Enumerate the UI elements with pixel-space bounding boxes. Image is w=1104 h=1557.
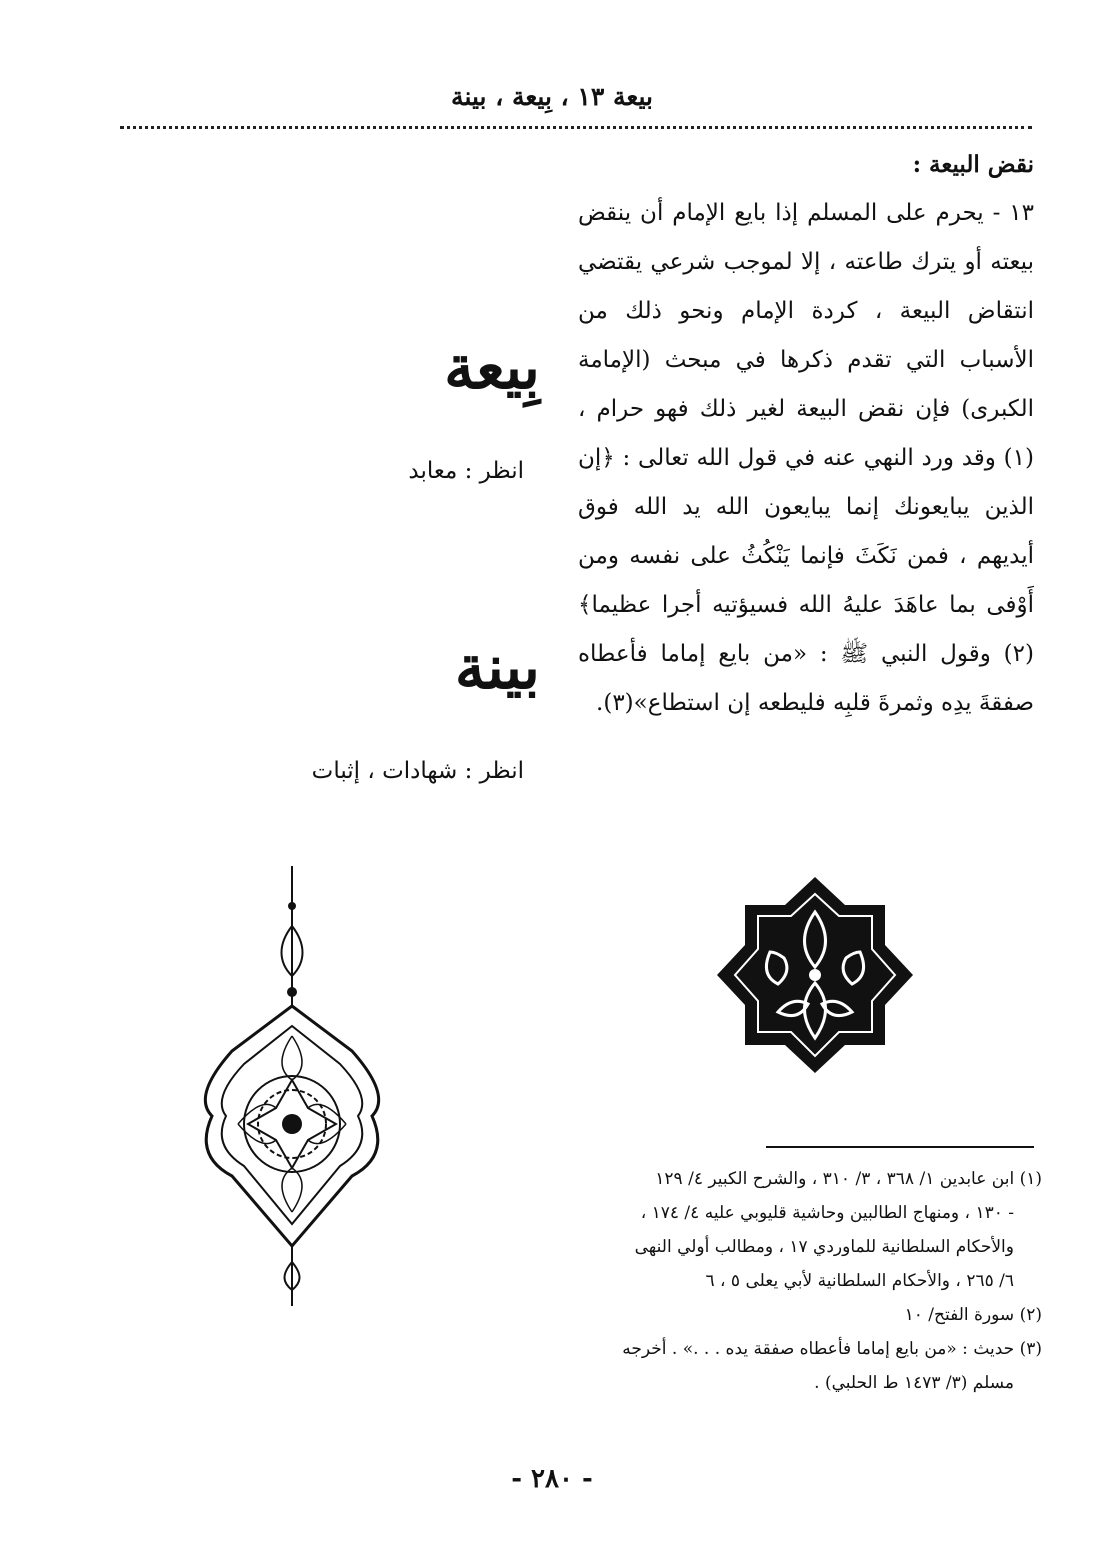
footnote-3-line-2: مسلم (٣/ ١٤٧٣ ط الحلبي) .	[814, 1373, 1014, 1393]
footnotes	[580, 1162, 1042, 1400]
running-header: بيعة ١٣ ، بِيعة ، بينة	[451, 82, 653, 111]
article-column	[578, 140, 1034, 728]
footnote-1-line-1: (١) ابن عابدين ١/ ٣٦٨ ، ٣/ ٣١٠ ، والشرح الكبير ٤/ ١٢٩	[655, 1169, 1042, 1189]
footnote-3-line-1: (٣) حديث : «من بايع إماما فأعطاه صفقة يده . . .» . أخرجه	[622, 1339, 1042, 1359]
entry-cross-reference-bayyina: انظر : شهادات ، إثبات	[311, 758, 524, 784]
entry-cross-reference-bia: انظر : معابد	[408, 458, 524, 484]
section-subheading: نقض البيعة :	[912, 151, 1034, 178]
footnote-1-line-3: والأحكام السلطانية للماوردي ١٧ ، ومطالب أولي النهى	[634, 1237, 1014, 1257]
page-number: - ٢٨٠ -	[511, 1464, 593, 1494]
footnote-1-line-2: - ١٣٠ ، ومنهاج الطالبين وحاشية قليوبي عليه ٤/ ١٧٤ ،	[640, 1203, 1014, 1223]
diamond-ornament-icon	[182, 866, 402, 1306]
header-dotted-rule	[120, 126, 1032, 129]
entry-title-bia: بِيعة	[444, 333, 540, 403]
footnote-2: (٢) سورة الفتح/ ١٠	[904, 1305, 1042, 1325]
star-ornament-icon	[712, 872, 918, 1078]
footnote-1-line-4: ٦/ ٢٦٥ ، والأحكام السلطانية لأبي يعلى ٥ ، ٦	[705, 1271, 1014, 1291]
footnote-separator	[766, 1146, 1034, 1148]
entry-title-bayyina: بينة	[454, 633, 540, 703]
article-paragraph: ١٣ - يحرم على المسلم إذا بايع الإمام أن ينقض بيعته أو يترك طاعته ، إلا لموجب شرعي يقتضي انتقاض البيعة ، كردة الإمام ونحو ذلك من الأسباب التي تقدم ذكرها في مبحث (الإمامة الكبرى) فإن نقض البيعة لغير ذلك فهو حرام ، (١) وقد ورد النهي عنه في قول الله تعالى : ﴿إن الذين يبايعونك إنما يبايعون الله يد الله فوق أيديهم ، فمن نَكَثَ فإنما يَنْكُثُ على نفسه ومن أَوْفى بما عاهَدَ عليهُ الله فسيؤتيه أجرا عظيما﴾(٢) وقول النبي ﷺ : «من بايع إماما فأعطاه صفقةَ يدِه وثمرةَ قلبِه فليطعه إن استطاع»(٣).	[578, 200, 1034, 716]
